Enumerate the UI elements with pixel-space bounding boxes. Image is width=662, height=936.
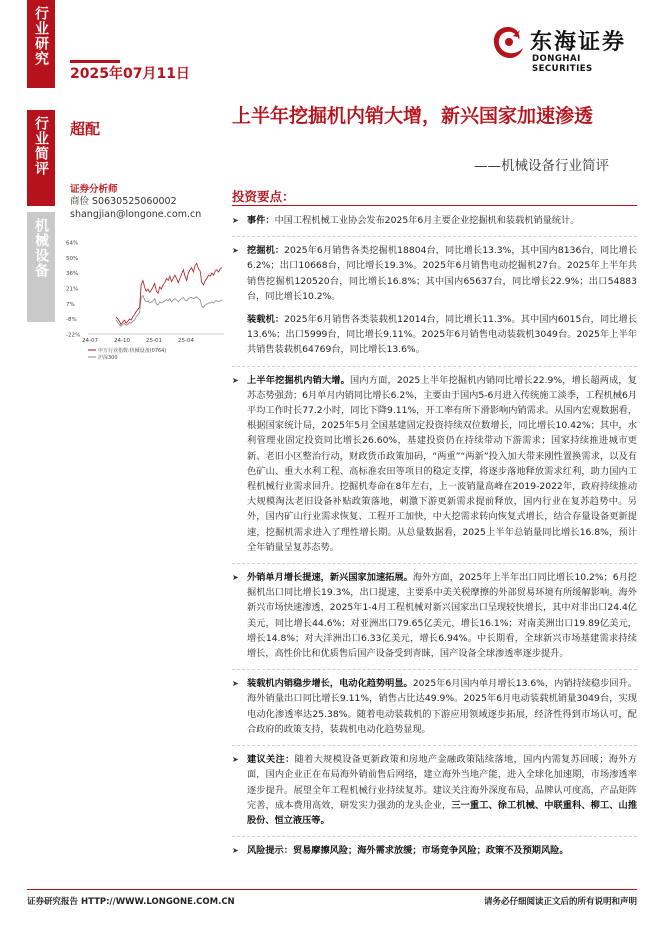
analyst-heading: 证券分析师	[70, 184, 118, 195]
arrow-bullet-icon: ➤	[232, 846, 239, 856]
sidebar-tag-industry-brief: 行业简评	[27, 110, 55, 206]
list-item	[232, 752, 637, 828]
item-label: 事件：	[247, 215, 275, 226]
divider	[232, 563, 637, 564]
item-text: 随着大规模设备更新政策和房地产金融政策陆续落地，国内内需复苏回暖；海外方面，国内企业正在布局海外销前售后网络，建立海外当地产能，进入全球化加速期，市场渗透率逐步提升。展望全年工程机械行业持续复苏。建议关注海外深度布局，品牌认可度高，产品矩阵完善，成本费用高效，研发实力强劲的龙头企业，	[247, 754, 638, 811]
arrow-bullet-icon: ➤	[232, 375, 239, 385]
list-item	[232, 843, 637, 858]
y-tick-label: -8%	[66, 317, 77, 324]
item-text: 中国工程机械工业协会发布2025年6月主要企业挖掘机和装载机销量统计。	[274, 215, 580, 226]
footer-left: 证券研究报告 HTTP://WWW.LONGONE.COM.CN	[27, 897, 235, 907]
item-label: 外销单月增长提速，新兴国家加速拓展。	[247, 572, 413, 584]
x-tick-label: 25-01	[146, 338, 162, 344]
list-item	[232, 312, 637, 358]
arrow-bullet-icon: ➤	[232, 573, 239, 583]
divider	[232, 836, 637, 837]
item-text: 国内方面，2025上半年挖掘机内销同比增长22.9%，增长超两成，复苏态势强劲；6月单月内销同比增长6.2%，主要由于国内5-6月进入传统施工淡季，工程机械6月平均工作时长77.2小时，同比下降9.11%，开工率有所下滑影响内销需求。从国内宏观数据看，根据国家统计局，2025年5月全国基建固定投资持续双位数增长，同比增长10.42%；其中，水利管理业固定投资同比增长26.60%，基建投资仍在持续带动下游需求；国家持续推进城市更新、老旧小区整治行动，财政货币政策加码，“两重”“两新”投入加大带来刚性置换需求，以及有色矿山、重大水利工程、高标准农田等项目的稳定支撑，将逐步落地释放需求红利，助力国内工程机械行业需求回升。挖掘机寿命在8年左右，上一波销量高峰在2019-2022年，政府持续推动大规模淘汰老旧设备补贴政策落地，刺激下游更新需求提前释放，国内行业在复苏趋势中。另外，国内矿山行业需求恢复、工程开工加快，中大挖需求转向恢复式增长，结合存量设备更新提速，挖掘机需求进入了理性增长期。从总量数据看，2025上半年总销量同比增长16.8%，预计全年销量呈复苏态势。	[247, 374, 637, 553]
list-item	[232, 373, 637, 555]
y-tick-label: -22%	[66, 332, 81, 339]
divider	[232, 366, 637, 367]
logo-english-name: DONGHAI SECURITIES	[532, 54, 593, 74]
item-label: 装载机内销稳步增长，电动化趋势明显。	[247, 678, 413, 690]
list-item	[232, 243, 637, 304]
footer-disclaimer: 请务必仔细阅读正文后的所有说明和声明	[483, 897, 637, 907]
footer-divider	[27, 889, 637, 890]
list-item	[232, 676, 637, 737]
legend-label: 沪深300	[98, 355, 118, 361]
divider	[232, 236, 637, 237]
item-text: 2025年6月国内单月增长13.6%，内销持续稳步回升。海外销量出口同比增长9.11%，销售占比达49.9%。2025年6月电动装载机销量3049台，实现电动化渗透率达25.38%。随着电动装载机的下游应用领域逐步拓展，经济性得到市场认可，配合政府的政策支持，装载机电动化趋势显现。	[247, 678, 638, 735]
x-tick-label: 24-07	[82, 338, 98, 344]
item-label: 上半年挖掘机内销大增。	[247, 374, 351, 386]
x-tick-label: 24-10	[114, 338, 130, 344]
key-points-heading: 投资要点：	[232, 189, 295, 204]
index-performance-chart	[66, 236, 226, 366]
y-tick-label: 21%	[66, 286, 79, 293]
item-text: 2025年6月销售各类挖掘机18804台，同比增长13.3%，其中国内8136台，同比增长6.2%；出口10668台，同比增长19.3%。2025年6月销售电动挖掘机27台。2025年上半年共销售挖掘机120520台，同比增长16.8%；其中国内65637台，同比增长22.9%；出口54883台，同比增长10.2%。	[247, 245, 638, 302]
key-points-list	[232, 213, 637, 866]
company-logo	[490, 24, 638, 72]
item-text: 海外方面，2025年上半年出口同比增长10.2%；6月挖掘机出口同比增长19.3%，出口提速，主要系中美关税摩擦的外部贸易环境有所缓解影响。海外新兴市场快速渗透，2025年1-4月工程机械对新兴国家出口呈现较快增长，其中对非出口24.4亿美元，同比增长44.6%；对亚洲出口79.65亿美元，增长16.1%；对南美洲出口19.89亿美元，增长14.8%；对大洋洲出口6.33亿美元，增长6.94%。中长期看，全球新兴市场基建需求持续增长，高性价比和优质售后国产设备受到青睐，国产设备全球渗透率逐步提升。	[247, 572, 637, 660]
sidebar-tag-industry-research: 行业研究	[27, 0, 55, 88]
y-tick-label: 50%	[66, 255, 79, 262]
report-title: 上半年挖掘机内销大增，新兴国家加速渗透	[232, 105, 594, 127]
divider	[232, 669, 637, 670]
industry-rating: 超配	[70, 120, 101, 138]
y-tick-label: 64%	[66, 240, 79, 247]
series-line-0	[116, 263, 222, 324]
item-text: 2025年6月销售各类装载机12014台，同比增长11.3%。其中国内6015台，同比增长13.6%；出口5999台，同比增长9.11%。2025年6月销售电动装载机3049台。2025年上半年共销售装载机64769台，同比增长13.6%。	[247, 314, 638, 356]
item-label: 挖掘机：	[247, 245, 285, 257]
analyst-name-id: 商俭 S0630525060002	[70, 196, 177, 207]
analyst-email[interactable]: shangjian@longone.com.cn	[70, 209, 202, 220]
legend-label: 申万行业指数:机械设备(0764)	[98, 348, 167, 354]
list-item	[232, 570, 637, 661]
recommended-companies: 三一重工、徐工机械、中联重科、柳工、山推股份、恒立液压等。	[247, 799, 638, 826]
x-tick-label: 25-04	[178, 338, 194, 344]
sidebar-tag-machinery: 机械设备	[27, 212, 55, 322]
logo-chinese-name: 东海证券	[530, 30, 627, 55]
dragon-logo-icon	[490, 24, 526, 62]
arrow-bullet-icon: ➤	[232, 246, 239, 256]
arrow-bullet-icon: ➤	[232, 679, 239, 689]
y-tick-label: 36%	[66, 271, 79, 278]
report-subtitle: ——机械设备行业简评	[474, 158, 609, 174]
report-date: 2025年07月11日	[70, 66, 190, 82]
arrow-bullet-icon: ➤	[232, 216, 239, 225]
key-points-divider	[232, 205, 637, 206]
divider	[232, 745, 637, 746]
item-text: 贸易摩擦风险；海外需求放缓；市场竞争风险；政策不及预期风险。	[292, 845, 569, 857]
analyst-info	[70, 195, 201, 221]
item-label: 装载机：	[247, 314, 285, 326]
item-label: 风险提示：	[247, 845, 293, 857]
y-tick-label: 7%	[66, 301, 75, 308]
series-line-1	[116, 296, 222, 327]
arrow-bullet-icon: ➤	[232, 755, 239, 765]
list-item	[232, 213, 637, 228]
item-label: 建议关注：	[247, 754, 295, 766]
